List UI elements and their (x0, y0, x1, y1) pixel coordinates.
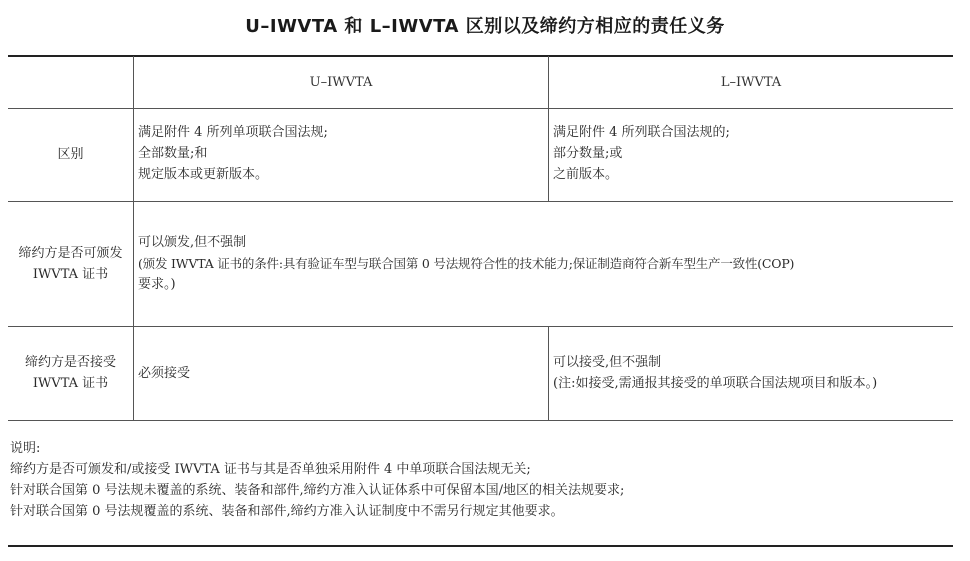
cell-line: 全部数量;和 (138, 146, 208, 161)
row-label-issue-certificate (8, 243, 133, 285)
cell-line: 部分数量;或 (553, 146, 623, 161)
notes-heading: 说明: (10, 441, 41, 456)
row-label-difference: 区别 (57, 147, 84, 162)
cell-line: 规定版本或更新版本。 (138, 167, 269, 182)
cell-line: 之前版本。 (553, 167, 619, 182)
cell-line: 满足附件 4 所列联合国法规的; (553, 125, 730, 140)
label-line: IWVTA 证书 (32, 376, 109, 391)
note-line: 针对联合国第 0 号法规未覆盖的系统、装备和部件,缔约方准入认证体系中可保留本国/地区的相关法规要求; (10, 483, 625, 498)
cell-line: (注:如接受,需通报其接受的单项联合国法规项目和版本。) (553, 376, 878, 391)
l-iwvta-accept-cell (553, 352, 951, 394)
note-line: 针对联合国第 0 号法规覆盖的系统、装备和部件,缔约方准入认证制度中不需另行规定其他要求。 (10, 504, 564, 519)
table-top-rule (8, 55, 953, 57)
cell-line: 可以接受,但不强制 (553, 355, 662, 370)
row-divider (8, 201, 953, 202)
u-iwvta-accept-cell: 必须接受 (138, 366, 191, 381)
document-title: U–IWVTA 和 L–IWVTA 区别以及缔约方相应的责任义务 (245, 16, 725, 37)
row-divider (8, 420, 953, 421)
row-label-accept-certificate (8, 352, 133, 394)
cell-line: (颁发 IWVTA 证书的条件:具有验证车型与联合国第 0 号法规符合性的技术能力;保证制造商符合新车型生产一致性(COP) (138, 256, 795, 271)
u-iwvta-difference-cell (138, 122, 543, 185)
l-iwvta-difference-cell (553, 122, 948, 185)
cell-line: 要求。) (138, 277, 176, 292)
issue-certificate-merged-cell (138, 232, 950, 295)
cell-line: 可以颁发,但不强制 (138, 235, 247, 250)
column-divider (548, 326, 549, 420)
label-line: 缔约方是否接受 (24, 355, 116, 370)
header-l-iwvta: L–IWVTA (720, 75, 782, 90)
label-line: IWVTA 证书 (32, 267, 109, 282)
note-line: 缔约方是否可颁发和/或接受 IWVTA 证书与其是否单独采用附件 4 中单项联合国法规无关; (10, 462, 531, 477)
column-divider (133, 56, 134, 420)
row-divider (8, 326, 953, 327)
header-u-iwvta: U–IWVTA (309, 75, 373, 90)
row-divider (8, 108, 953, 109)
table-bottom-rule (8, 545, 953, 547)
cell-line: 满足附件 4 所列单项联合国法规; (138, 125, 328, 140)
label-line: 缔约方是否可颁发 (18, 246, 123, 261)
notes-section (10, 438, 624, 522)
